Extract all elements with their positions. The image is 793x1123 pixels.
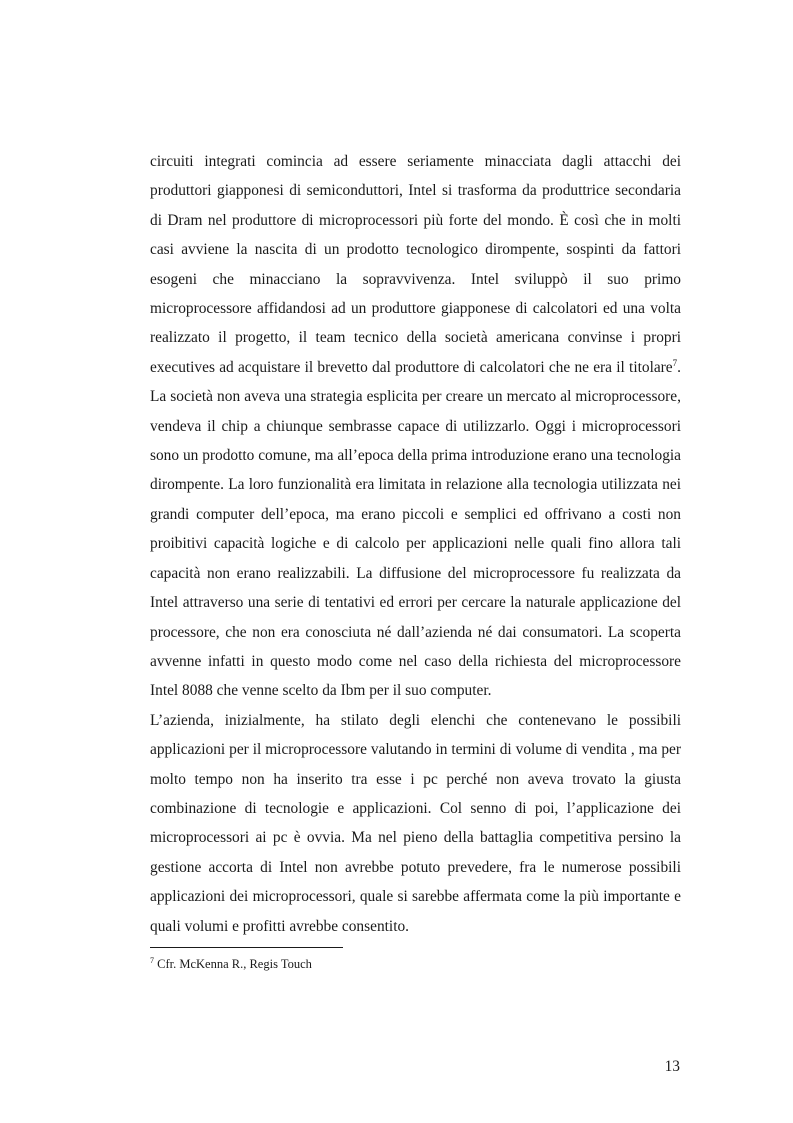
page-number: 13 (664, 1058, 680, 1075)
footnote-text: Cfr. McKenna R., Regis Touch (154, 957, 312, 971)
footnote-reference[interactable]: 7 (672, 357, 678, 368)
body-text (150, 147, 681, 941)
paragraph-1-part-2: . La società non aveva una strategia esplicita per creare un mercato al microprocessore, vendeva il chip a chiunque sembrasse capace di utilizzarlo. Oggi i microprocessori sono un prodotto comune, ma all’epoca della prima introduzione erano una tecnologia dirompente. La loro funzionalità era limitata in relazione alla tecnologia utilizzata nei grandi computer dell’epoca, ma erano piccoli e semplici ed offrivano a costi non proibitivi capacità logiche e di calcolo per applicazioni nelle quali fino allora tali capacità non erano realizzabili. La diffusione del microprocessore fu realizzata da Intel attraverso una serie di tentativi ed errori per cercare la naturale applicazione del processore, che non era conosciuta né dall’azienda né dai consumatori. La scoperta avvenne infatti in questo modo come nel caso della richiesta del microprocessore Intel 8088 che venne scelto da Ibm per il suo computer. (150, 358, 681, 700)
paragraph-2: L’azienda, inizialmente, ha stilato degli elenchi che contenevano le possibili applicazioni per il microprocessore valutando in termini di volume di vendita , ma per molto tempo non ha inserito tra esse i pc perché non aveva trovato la giusta combinazione di tecnologie e applicazioni. Col senno di poi, l’applicazione dei microprocessori ai pc è ovvia. Ma nel pieno della battaglia competitiva persino la gestione accorta di Intel non avrebbe potuto prevedere, fra le numerose possibili applicazioni dei microprocessori, quale si sarebbe affermata come la più importante e quali volumi e profitti avrebbe consentito. (150, 711, 681, 935)
footnote (150, 956, 312, 972)
footnote-divider (150, 947, 343, 948)
paragraph-1-part-1: circuiti integrati comincia ad essere seriamente minacciata dagli attacchi dei produttori giapponesi di semiconduttori, Intel si trasforma da produttrice secondaria di Dram nel produttore di microprocessori più forte del mondo. È così che in molti casi avviene la nascita di un prodotto tecnologico dirompente, sospinti da fattori esogeni che minacciano la sopravvivenza. Intel sviluppò il suo primo microprocessore affidandosi ad un produttore giapponese di calcolatori ed una volta realizzato il progetto, il team tecnico della società americana convinse i propri executives ad acquistare il brevetto dal produttore di calcolatori che ne era il titolare (150, 153, 681, 376)
footnote-number: 7 (150, 955, 154, 965)
paragraph-1 (150, 147, 681, 706)
